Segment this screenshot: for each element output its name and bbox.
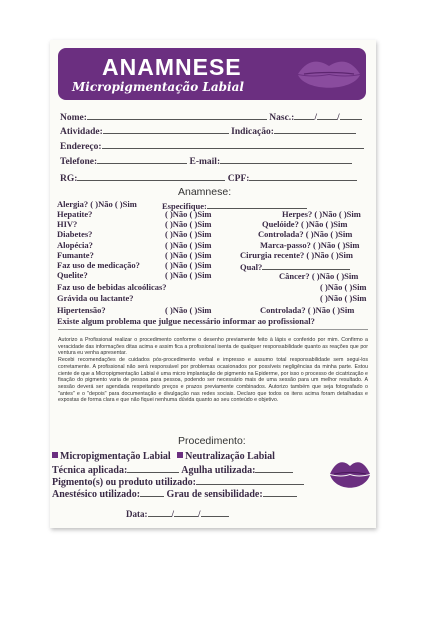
- anestesico-label: Anestésico utilizado:: [52, 489, 141, 500]
- right-question[interactable]: [262, 219, 347, 229]
- right-question[interactable]: [240, 250, 353, 260]
- right-question-label: Herpes?: [282, 209, 313, 219]
- endereco-field[interactable]: [60, 139, 364, 152]
- data-separator: /: [171, 509, 175, 519]
- gravida-question[interactable]: Grávida ou lactante?: [57, 293, 134, 303]
- right-question-answer: ( )Não ( )Sim: [306, 249, 353, 260]
- left-question-answer[interactable]: ( )Não ( )Sim: [165, 209, 212, 219]
- rg-field[interactable]: [60, 171, 357, 184]
- data-field[interactable]: [126, 507, 229, 519]
- endereco-label: Endereço:: [60, 142, 102, 152]
- cancer-label: Câncer?: [279, 271, 310, 281]
- consent-paragraph-2: Recebi recomendações de cuidados pós-procedimento verbal e impresso e assumo total responsabilidade sem segui-los corretamente. A profissional não será responsável por problemas ocasionados por possíveis negligências da minha parte. Estou ciente de que a Micropigmentação Labial é uma micro implantação de pigmento na Epiderme, por isso o processo de cicatrização e fixação do pigmento varia de pessoa para pessoa, podendo ser necessário mais de uma sessão para um melhor resultado. A sessão deverá ser agendada respeitando preços e prazos previamente combinados. Autorizo também que seja fotografado o "antes" e o "depois" para documentação e divulgação nas redes sociais. Declaro que todos os itens acima foram detalhadas e expostas de forma clara e que não fiquei nenhuma dúvida quanto ao seu conteúdo e objetivo.: [58, 357, 368, 404]
- checkbox-square-icon[interactable]: [177, 452, 183, 458]
- procedimento-section-title: Procedimento:: [178, 435, 246, 447]
- right-question-label: Cirurgia recente?: [240, 249, 305, 260]
- option-neutralizacao: Neutralização Labial: [185, 451, 275, 462]
- checkbox-square-icon[interactable]: [52, 452, 58, 458]
- anamnese-form-sheet: [50, 40, 376, 528]
- nome-field[interactable]: [60, 110, 362, 123]
- left-question-label[interactable]: Fumante?: [57, 249, 94, 260]
- cancer-answer: ( )Não ( )Sim: [311, 271, 359, 281]
- right-question[interactable]: [260, 240, 359, 250]
- left-question-label[interactable]: Alopécia?: [57, 239, 93, 250]
- right-question-label: Quelóide?: [262, 219, 299, 230]
- right-question-answer: ( )Não ( )Sim: [300, 219, 348, 230]
- right-question-answer: ( )Não ( )Sim: [314, 209, 361, 219]
- cancer-question[interactable]: [279, 271, 358, 281]
- grau-label: Grau de sensibilidade:: [166, 489, 263, 500]
- left-question-answer[interactable]: ( )Não ( )Sim: [165, 219, 212, 230]
- rg-label: RG:: [60, 174, 78, 184]
- hipertensao-controlada-question[interactable]: [260, 305, 354, 315]
- left-question-answer[interactable]: ( )Não ( )Sim: [165, 260, 212, 270]
- option-micropigmentacao: Micropigmentação Labial: [60, 451, 171, 462]
- indicacao-label: Indicação:: [231, 127, 274, 137]
- right-question-label: Marca-passo?: [260, 239, 311, 250]
- agulha-label: Agulha utilizada:: [181, 465, 256, 476]
- cpf-label: CPF:: [227, 174, 250, 184]
- left-question-answer[interactable]: ( )Não ( )Sim: [165, 229, 212, 240]
- right-question-label: Controlada?: [258, 229, 304, 240]
- pigmento-label: Pigmento(s) ou produto utilizado:: [52, 477, 196, 488]
- atividade-label: Atividade:: [60, 127, 103, 137]
- left-question-label[interactable]: Quelite?: [57, 270, 88, 281]
- left-question-label[interactable]: Diabetes?: [57, 229, 93, 240]
- nasc-separator: /: [337, 113, 340, 123]
- left-question-label[interactable]: HIV?: [57, 219, 78, 230]
- left-question-label[interactable]: Faz uso de medicação?: [57, 260, 140, 270]
- data-separator: /: [198, 509, 201, 519]
- atividade-field[interactable]: [60, 124, 356, 137]
- telefone-field[interactable]: [60, 154, 352, 167]
- tecnica-label: Técnica aplicada:: [52, 465, 128, 476]
- hipertensao-answer[interactable]: ( )Não ( )Sim: [165, 305, 212, 315]
- anestesico-field[interactable]: [52, 487, 297, 500]
- consent-paragraph-1: Autorizo a Profissional realizar o procedimento conforme o desenho previamente feito à lápis e conferido por mim. Confirmo a veracidade das informações ditas acima e assim fica a profissional isenta de qualquer responsabilidade quanto as reações que por ventura eu venha apresentar.: [58, 337, 368, 357]
- section-divider: [58, 329, 368, 330]
- data-label: Data:: [126, 509, 148, 519]
- left-question-answer[interactable]: ( )Não ( )Sim: [165, 239, 212, 250]
- qual-label: Qual?: [240, 262, 263, 272]
- form-header: [58, 48, 366, 100]
- especifique-text: Especifique:: [162, 201, 207, 211]
- alergia-question[interactable]: Alergia? ( )Não ( )Sim: [57, 199, 137, 209]
- lips-icon: [328, 454, 372, 494]
- right-question[interactable]: [258, 229, 352, 239]
- right-question-answer: ( )Não ( )Sim: [312, 239, 360, 250]
- controlada-answer: ( )Não ( )Sim: [307, 305, 355, 315]
- gravida-answer[interactable]: ( )Não ( )Sim: [320, 293, 367, 303]
- left-question-answer[interactable]: ( )Não ( )Sim: [165, 270, 212, 281]
- telefone-label: Telefone:: [60, 157, 98, 167]
- nome-label: Nome:: [60, 113, 87, 123]
- anamnese-section-title: Anamnese:: [178, 186, 232, 198]
- bebidas-answer[interactable]: ( )Não ( )Sim: [320, 282, 367, 292]
- nasc-separator: /: [314, 113, 317, 123]
- left-question-label[interactable]: Hepatite?: [57, 209, 93, 219]
- left-question-answer[interactable]: ( )Não ( )Sim: [165, 249, 212, 260]
- controlada-label: Controlada?: [260, 305, 306, 315]
- nasc-label: Nasc.:: [269, 113, 295, 123]
- consent-text: [58, 337, 368, 404]
- bebidas-question[interactable]: Faz uso de bebidas alcoólicas?: [57, 282, 167, 292]
- procedure-options[interactable]: [52, 451, 275, 462]
- form-title: ANAMNESE: [102, 54, 242, 80]
- hipertensao-question[interactable]: Hipertensão?: [57, 305, 106, 315]
- right-question-answer: ( )Não ( )Sim: [305, 229, 353, 240]
- form-subtitle: Micropigmentação Labial: [72, 80, 244, 94]
- right-question[interactable]: [282, 209, 361, 219]
- lips-icon: [294, 52, 364, 96]
- final-question[interactable]: Existe algum problema que julgue necessário informar ao profissional?: [57, 316, 315, 326]
- email-label: E-mail:: [189, 157, 221, 167]
